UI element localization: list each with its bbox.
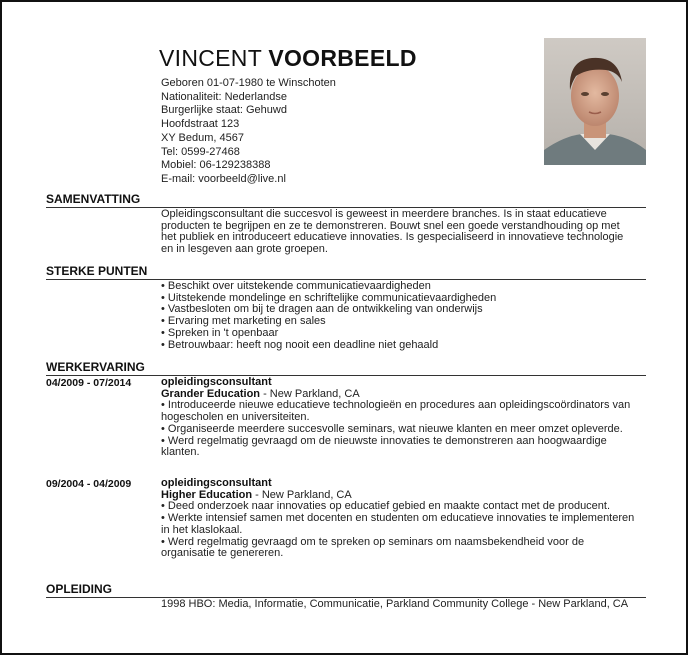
street-address: Hoofdstraat 123 xyxy=(161,118,240,131)
list-item: • Uitstekende mondelinge en schriftelijke communicatievaardigheden xyxy=(161,291,497,304)
job-role: opleidingsconsultant xyxy=(161,477,272,489)
section-title-opleiding: OPLEIDING xyxy=(46,582,113,596)
list-item: • Betrouwbaar: heeft nog nooit een deadline niet gehaald xyxy=(161,338,439,351)
section-title-samenvatting: SAMENVATTING xyxy=(46,192,141,206)
company-name: Grander Education xyxy=(161,387,261,400)
education-text: 1998 HBO: Media, Informatie, Communicatie, Parkland Community College - New Parkland, CA xyxy=(161,598,629,610)
job-bullet: • Werd regelmatig gevraagd om te spreken op seminars om naamsbekendheid voor de organisatie te genereren. xyxy=(161,535,585,560)
nationality: Nationaliteit: Nederlandse xyxy=(161,90,287,103)
phone: Tel: 0599-27468 xyxy=(161,145,240,158)
job-bullet: • Werkte intensief samen met docenten en studenten om educatieve innovaties te implementeren in het klaslokaal. xyxy=(161,512,635,536)
candidate-name xyxy=(159,44,417,72)
job-role: opleidingsconsultant xyxy=(161,376,272,388)
contact-details xyxy=(161,77,336,187)
strengths-list xyxy=(161,281,636,351)
marital-status: Burgerlijke staat: Gehuwd xyxy=(161,104,287,117)
last-name: VOORBEELD xyxy=(268,45,417,71)
company-location: - New Parkland, CA xyxy=(252,488,352,501)
job-bullet: • Werd regelmatig gevraagd om de nieuwste innovaties te demonstreren aan hoogwaardige klanten. xyxy=(161,434,607,459)
job-bullet: • Introduceerde nieuwe educatieve technologieën en procedures aan opleidingscoördinators van hogescholen en universiteiten. xyxy=(161,399,631,424)
list-item: • Spreken in 't openbaar xyxy=(161,326,279,339)
section-title-sterke-punten: STERKE PUNTEN xyxy=(46,264,148,278)
list-item: • Vastbesloten om bij te dragen aan de ontwikkeling van onderwijs xyxy=(161,303,483,316)
list-item: • Ervaring met marketing en sales xyxy=(161,315,326,328)
job-bullet: • Organiseerde meerdere succesvolle seminars, wat nieuwe klanten en meer omzet opleverde. xyxy=(161,422,623,435)
first-name: VINCENT xyxy=(159,45,262,71)
job-entry xyxy=(161,478,636,560)
section-divider xyxy=(46,375,646,376)
email: E-mail: voorbeeld@live.nl xyxy=(161,172,286,185)
profile-photo xyxy=(544,38,646,165)
mobile: Mobiel: 06-129238388 xyxy=(161,159,271,172)
job-date: 09/2004 - 04/2009 xyxy=(46,478,132,490)
postal-city: XY Bedum, 4567 xyxy=(161,131,244,144)
birth-info: Geboren 01-07-1980 te Winschoten xyxy=(161,77,336,89)
list-item: • Beschikt over uitstekende communicatievaardigheden xyxy=(161,280,431,292)
job-date: 04/2009 - 07/2014 xyxy=(46,377,132,389)
job-bullet: • Deed onderzoek naar innovaties op educatief gebied en maakte contact met de producent. xyxy=(161,500,611,513)
section-title-werkervaring: WERKERVARING xyxy=(46,360,145,374)
job-entry xyxy=(161,377,636,459)
company-name: Higher Education xyxy=(161,488,253,501)
summary-text: Opleidingsconsultant die succesvol is geweest in meerdere branches. Is in staat educatieve producten te begrijpen en ze te demonstreren. Bouwt snel een goede verstandhouding op met het publiek en introduceert educatieve innovaties. Is gespecialiseerd in innovatieve technologie en in lesgeven aan grote groepen. xyxy=(161,208,624,256)
company-location: - New Parkland, CA xyxy=(260,387,360,400)
